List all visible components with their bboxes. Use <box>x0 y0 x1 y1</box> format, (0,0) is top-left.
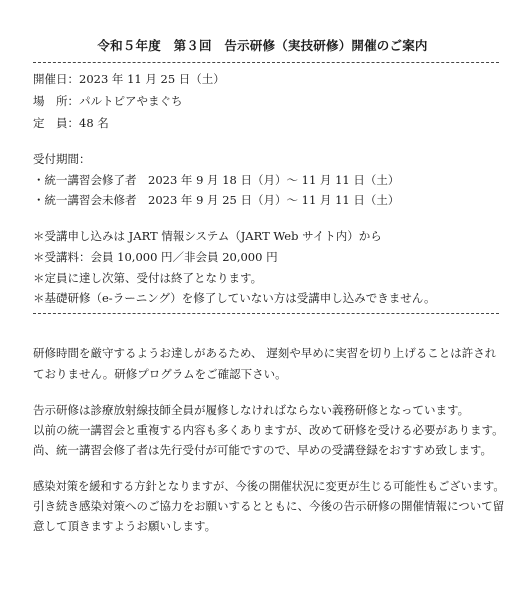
paragraph-2-line-3: 尚、統一講習会修了者は先行受付が可能ですので、早めの受講登録をおすすめ致します。 <box>33 443 492 457</box>
paragraph-3-line-2: 引き続き感染対策へのご協力をお願いするとともに、今後の告示研修の開催情報について留 <box>33 499 505 513</box>
paragraph-1-line-1: 研修時間を厳守するようお達しがあるため、 遅刻や早めに実習を切り上げることは許され <box>33 346 497 360</box>
paragraph-1-line-2: ておりません。研修プログラムをご確認下さい。 <box>33 367 287 381</box>
event-capacity: 定 員：48 名 <box>33 116 109 130</box>
bottom-divider <box>33 313 499 314</box>
paragraph-2-line-1: 告示研修は診療放射線技師全員が履修しなければならない義務研修となっています。 <box>33 403 470 417</box>
paragraph-2-line-2: 以前の統一講習会と重複する内容も多くありますが、改めて研修を受ける必要があります。 <box>33 423 504 437</box>
reception-heading: 受付期間： <box>33 152 91 166</box>
note-prerequisite: ＊基礎研修（e-ラーニング）を修了していない方は受講申し込みできません。 <box>33 291 436 305</box>
reception-not-completed: ・統一講習会未修者 2023 年 9 月 25 日（月）～ 11 月 11 日（土） <box>33 193 400 207</box>
paragraph-3-line-3: 意して頂きますようお願いします。 <box>33 519 217 533</box>
note-application: ＊受講申し込みは JART 情報システム（JART Web サイト内）から <box>33 229 382 243</box>
page-title: 令和５年度 第３回 告示研修（実技研修）開催のご案内 <box>97 38 428 53</box>
event-venue: 場 所：パルトピアやまぐち <box>33 94 183 108</box>
note-fee: ＊受講料：会員 10,000 円／非会員 20,000 円 <box>33 250 278 264</box>
event-date: 開催日：2023 年 11 月 25 日（土） <box>33 72 225 86</box>
top-divider <box>33 62 499 63</box>
paragraph-3-line-1: 感染対策を緩和する方針となりますが、今後の開催状況に変更が生じる可能性もございます。 <box>33 480 505 493</box>
reception-completed: ・統一講習会修了者 2023 年 9 月 18 日（月）～ 11 月 11 日（土） <box>33 173 400 187</box>
note-capacity-closing: ＊定員に達し次第、受付は終了となります。 <box>33 271 263 285</box>
